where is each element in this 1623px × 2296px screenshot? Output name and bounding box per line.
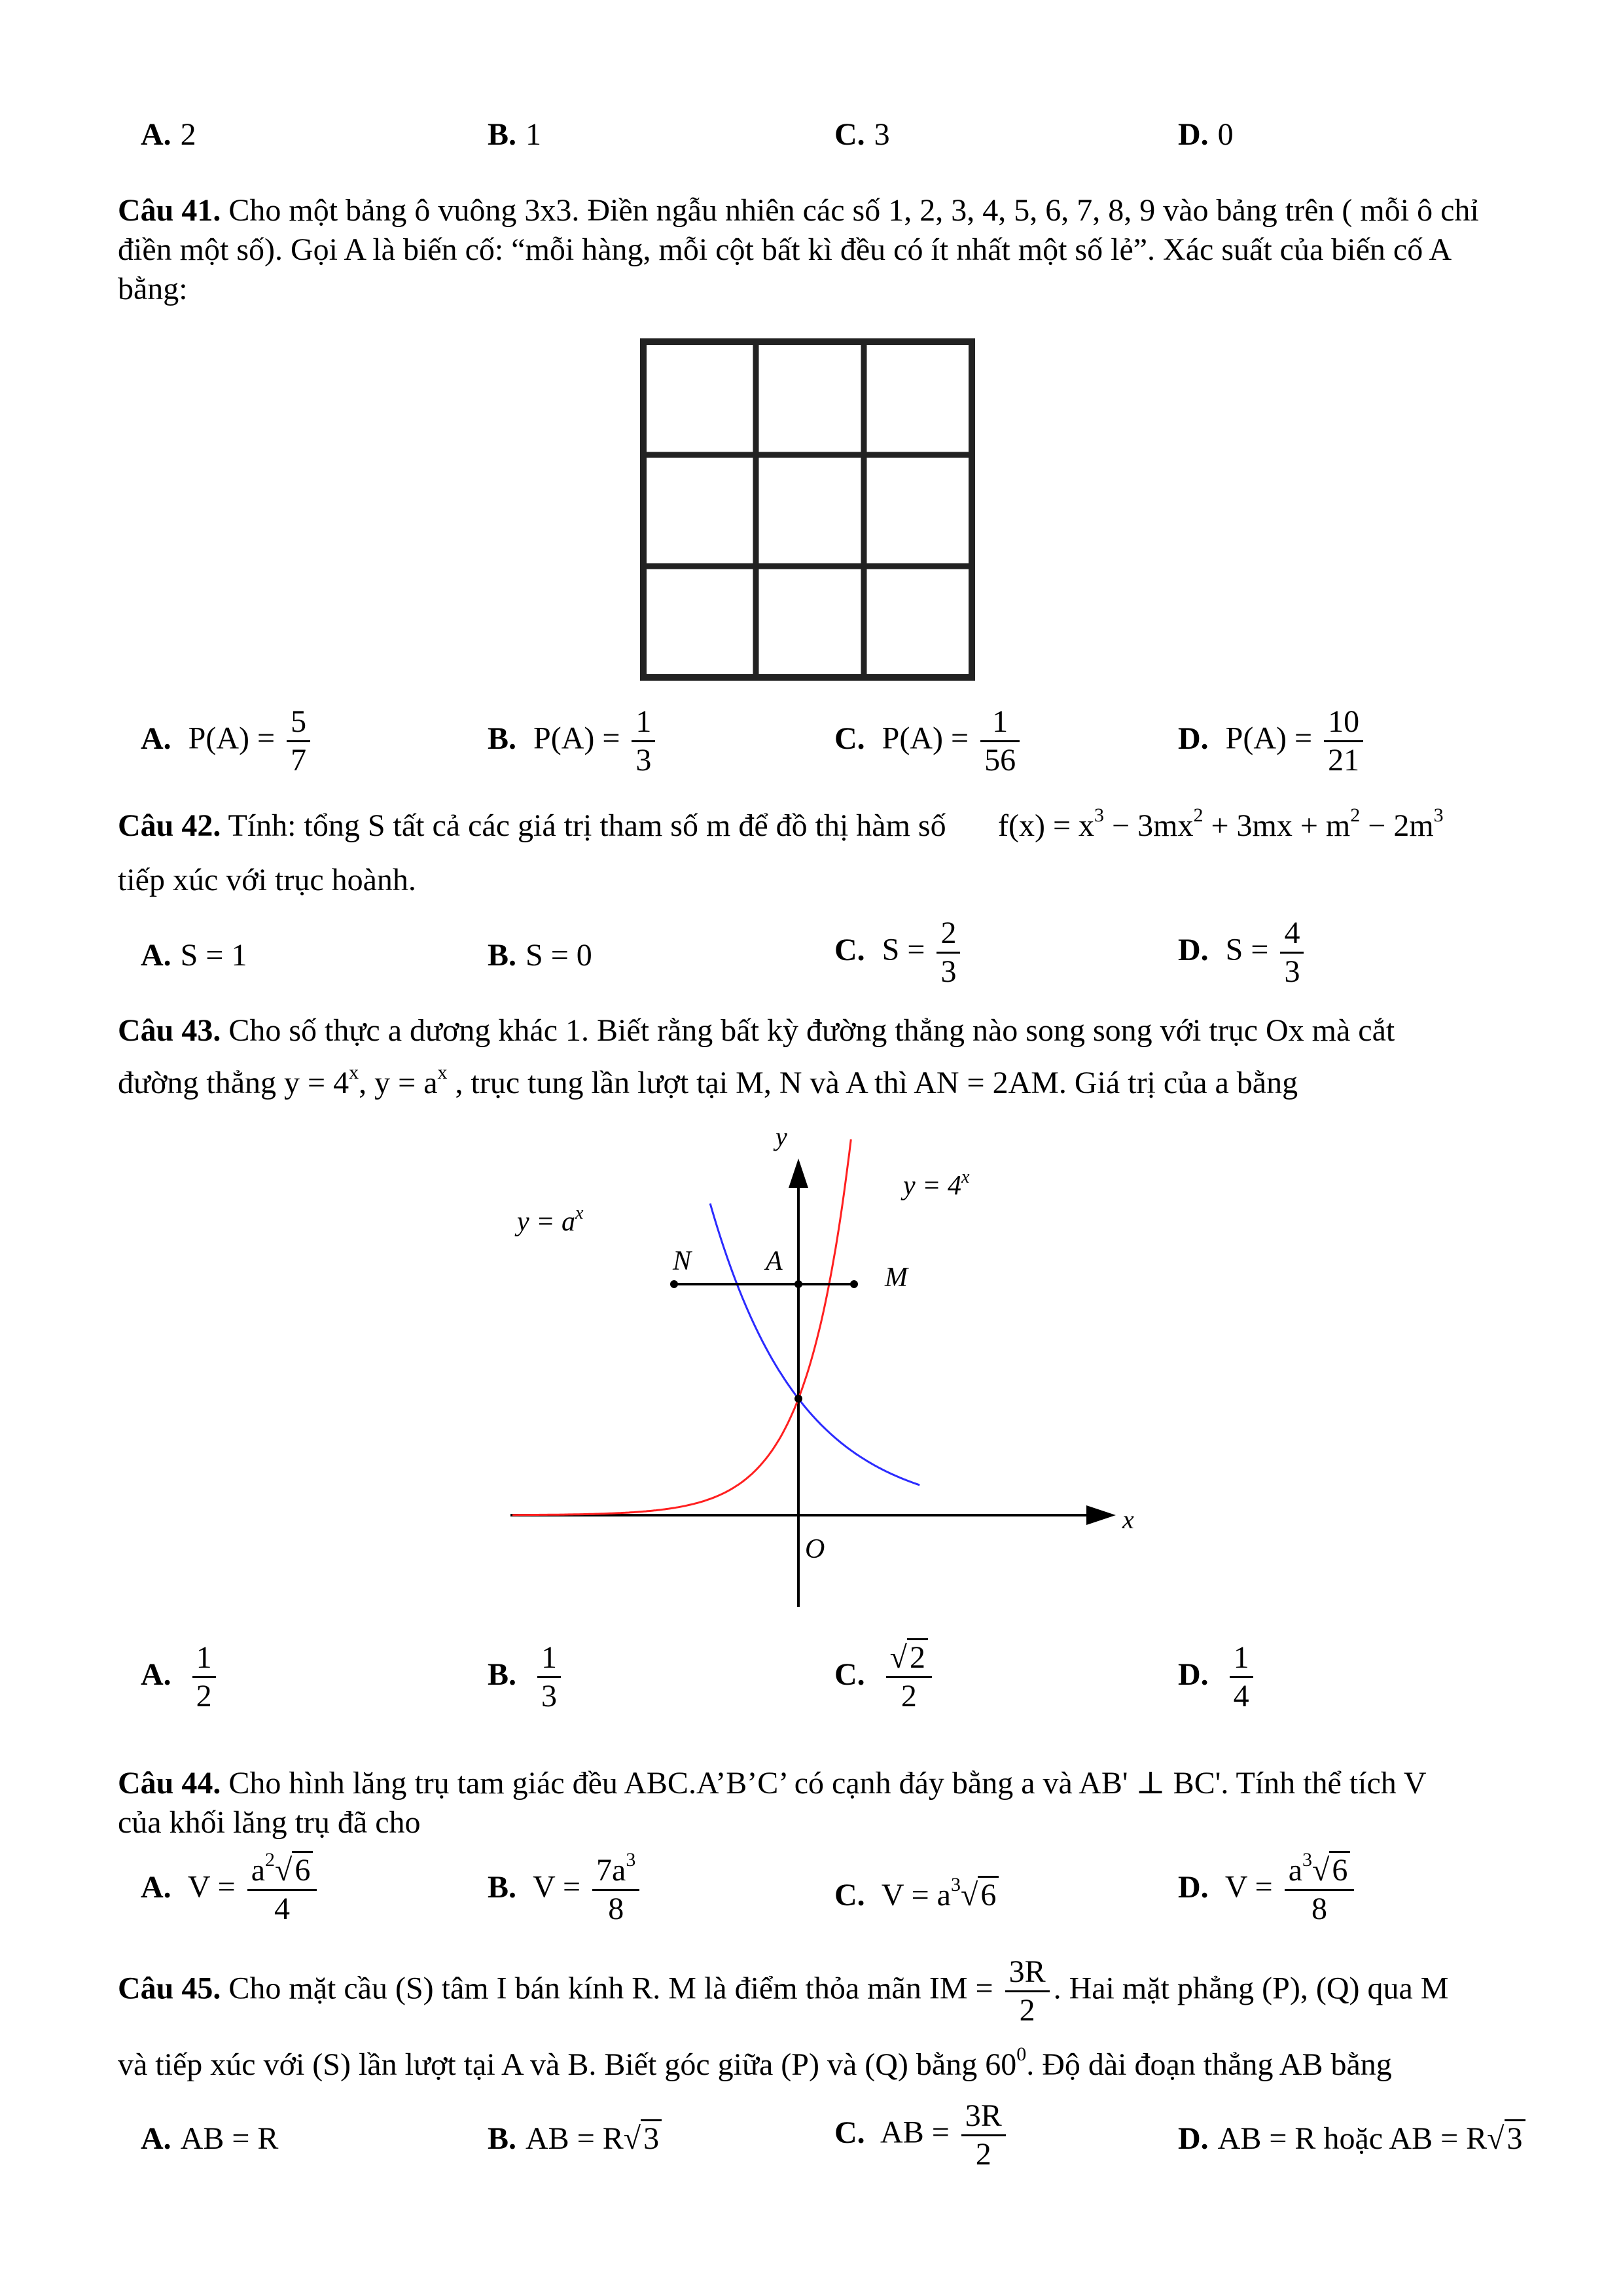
option-label: D. xyxy=(1178,1657,1209,1692)
num-exp: 2 xyxy=(265,1849,275,1871)
question-body: Cho hình lăng trụ tam giác đều ABC.A’B’C’ có cạnh đáy bằng a và xyxy=(228,1766,1073,1801)
formula-part: y = 4 xyxy=(284,1066,349,1100)
numerator: 4 xyxy=(1280,915,1304,954)
q44-option-d xyxy=(1178,1849,1358,1928)
option-label: C. xyxy=(834,1657,865,1692)
option-label: B. xyxy=(488,1657,517,1692)
formula-exp: 2 xyxy=(1193,804,1204,826)
option-label: C. xyxy=(834,932,865,967)
option-value: 2 xyxy=(180,117,196,152)
radicand: 6 xyxy=(1329,1851,1350,1888)
q44-line1 xyxy=(118,1764,1427,1803)
option-label: B. xyxy=(488,1869,517,1905)
option-lhs: S = xyxy=(882,932,925,967)
fraction xyxy=(632,704,655,779)
point-n xyxy=(670,1280,678,1288)
option-label: D. xyxy=(1178,932,1209,967)
question-body: Tính: tổng S tất cả các giá trị tham số m để đồ thị hàm số xyxy=(228,808,946,843)
q42-option-d xyxy=(1178,915,1308,990)
option-lhs: V = xyxy=(187,1869,236,1905)
q45-line1 xyxy=(118,1954,1448,2029)
question-body: Cho mặt cầu (S) tâm I bán kính R. M là điểm thỏa mãn xyxy=(228,1971,921,2006)
option-label: C. xyxy=(834,1878,865,1912)
q45-option-b xyxy=(488,2121,662,2157)
fraction xyxy=(1324,704,1363,779)
fraction xyxy=(592,1849,639,1928)
q45-option-d xyxy=(1178,2121,1525,2157)
numerator: 1 xyxy=(980,704,1020,742)
question-title: Câu 42. xyxy=(118,808,221,843)
option-label: A. xyxy=(141,938,171,973)
formula-part: − 3mx xyxy=(1104,808,1194,843)
question-body: đường thẳng xyxy=(118,1066,277,1100)
label-x-axis: x xyxy=(1122,1505,1134,1534)
numerator xyxy=(247,1849,317,1891)
q40-option-a xyxy=(141,117,196,152)
option-lhs: V = a xyxy=(881,1878,951,1912)
label-curve-4 xyxy=(901,1167,970,1201)
question-body: Cho số thực a dương khác 1. Biết rằng bất kỳ đường thẳng nào song song với trục Ox mà cắt xyxy=(228,1013,1395,1048)
q43-option-b xyxy=(488,1640,565,1715)
q41-grid xyxy=(635,337,995,691)
option-lhs: V = xyxy=(1224,1869,1273,1905)
option-label: A. xyxy=(141,721,171,756)
formula-exp: 3 xyxy=(1094,804,1105,826)
numerator: 1 xyxy=(537,1640,561,1678)
q45-line2 xyxy=(118,2045,1392,2085)
formula-exp: 2 xyxy=(1350,804,1361,826)
q43-line1 xyxy=(118,1011,1395,1050)
formula-exp: x xyxy=(437,1062,448,1083)
sqrt: √6 xyxy=(1312,1852,1350,1889)
option-label: B. xyxy=(488,721,517,756)
option-label: D. xyxy=(1178,2121,1209,2156)
denominator: 3 xyxy=(635,743,652,778)
formula-part: − 2m xyxy=(1360,808,1434,843)
lhs-exp: 3 xyxy=(950,1874,961,1895)
radicand: 6 xyxy=(978,1876,999,1912)
q42-line1 xyxy=(118,806,946,846)
option-value: AB = R hoặc AB = R xyxy=(1217,2121,1488,2156)
fraction xyxy=(192,1640,216,1715)
angle-base: 60 xyxy=(985,2047,1017,2082)
denominator: 3 xyxy=(1284,954,1300,989)
option-label: A. xyxy=(141,2121,171,2156)
fraction xyxy=(287,704,310,779)
fraction xyxy=(1230,1640,1253,1715)
q41-option-b xyxy=(488,704,659,779)
formula-part: , y = a xyxy=(359,1066,438,1100)
formula: AB' ⊥ BC' xyxy=(1079,1766,1221,1801)
fraction xyxy=(961,2098,1006,2173)
denominator: 2 xyxy=(901,1679,917,1713)
option-label: B. xyxy=(488,938,517,973)
numerator: 1 xyxy=(632,704,655,742)
x-axis-arrow xyxy=(1086,1505,1116,1525)
option-lhs: AB = xyxy=(880,2115,950,2150)
numerator xyxy=(886,1640,932,1678)
q40-option-c xyxy=(834,117,890,152)
numerator: 1 xyxy=(1230,1640,1253,1678)
option-value: AB = R xyxy=(526,2121,624,2156)
numerator: 1 xyxy=(192,1640,216,1678)
q41-option-c xyxy=(834,704,1024,779)
denominator: 2 xyxy=(1019,1993,1035,2028)
denominator: 7 xyxy=(291,743,307,778)
option-lhs: P(A) = xyxy=(533,721,620,756)
sqrt: √2 xyxy=(890,1640,928,1676)
numerator: 2 xyxy=(936,915,960,954)
radicand: 6 xyxy=(292,1851,313,1888)
label-a: A xyxy=(766,1246,783,1276)
q44-line2 xyxy=(118,1803,421,1842)
q42-option-c xyxy=(834,915,964,990)
num-exp: 3 xyxy=(1302,1849,1312,1871)
denominator: 21 xyxy=(1328,743,1360,778)
q42-option-b xyxy=(488,937,592,973)
fraction xyxy=(247,1849,317,1928)
option-label: D. xyxy=(1178,1869,1209,1905)
label-n: N xyxy=(673,1246,692,1276)
formula-part: f(x) = x xyxy=(998,808,1095,843)
point-m xyxy=(850,1280,858,1288)
numerator: 10 xyxy=(1324,704,1363,742)
option-label: D. xyxy=(1178,117,1209,152)
denominator: 2 xyxy=(975,2137,991,2172)
question-title: Câu 45. xyxy=(118,1971,221,2006)
question-body: và tiếp xúc với (S) lần lượt tại A và B. Biết góc giữa (P) và (Q) bằng xyxy=(118,2047,978,2082)
q40-option-b xyxy=(488,117,541,152)
denominator: 56 xyxy=(984,743,1016,778)
sqrt: √6 xyxy=(961,1877,999,1913)
option-lhs: P(A) = xyxy=(1225,721,1313,756)
num-exp: 3 xyxy=(626,1849,636,1871)
option-label: D. xyxy=(1178,721,1209,756)
denominator: 3 xyxy=(541,1679,558,1713)
numerator: 3R xyxy=(1005,1954,1050,1992)
label-curve-4-text: y = 4 xyxy=(903,1171,961,1201)
option-label: A. xyxy=(141,117,171,152)
sqrt: √3 xyxy=(624,2121,662,2157)
q42-formula xyxy=(998,806,1444,846)
label-curve-a-text: y = a xyxy=(517,1207,575,1237)
label-y-axis: y xyxy=(776,1122,787,1151)
q40-option-d xyxy=(1178,117,1234,152)
option-value: AB = R xyxy=(180,2121,279,2156)
question-body: . Tính thể tích V xyxy=(1221,1766,1427,1801)
option-value: 0 xyxy=(1217,117,1234,152)
angle-exp: 0 xyxy=(1016,2043,1027,2065)
option-lhs: P(A) = xyxy=(882,721,969,756)
fraction xyxy=(537,1640,561,1715)
point-a xyxy=(794,1280,802,1288)
formula-exp: x xyxy=(349,1062,359,1083)
option-label: C. xyxy=(834,2115,865,2150)
denominator: 4 xyxy=(274,1892,291,1926)
q43-graph xyxy=(497,1122,1145,1626)
option-label: C. xyxy=(834,117,865,152)
grid-border xyxy=(643,342,972,677)
option-label: B. xyxy=(488,117,517,152)
question-body: , trục tung lần lượt tại M, N và A thì AN = 2AM. Giá trị của a bằng xyxy=(455,1066,1298,1100)
numerator: 5 xyxy=(287,704,310,742)
denominator: 3 xyxy=(940,954,957,989)
q42-line2 xyxy=(118,861,416,900)
q45-option-a xyxy=(141,2121,278,2157)
denominator: 2 xyxy=(196,1679,212,1713)
numerator: 3R xyxy=(961,2098,1006,2136)
curve-y-4-x xyxy=(512,1139,851,1515)
q43-option-c xyxy=(834,1640,936,1715)
q41-option-a xyxy=(141,704,314,779)
fraction xyxy=(1280,915,1304,990)
option-label: C. xyxy=(834,721,865,756)
label-curve-4-exp: x xyxy=(961,1167,970,1187)
numerator xyxy=(1285,1849,1355,1891)
question-body: của khối lăng trụ đã cho xyxy=(118,1805,421,1840)
option-lhs: V = xyxy=(533,1869,581,1905)
question-body: Cho một bảng ô vuông 3x3. Điền ngẫu nhiên các số 1, 2, 3, 4, 5, 6, 7, 8, 9 vào bảng trên ( mỗi ô chỉ điền một số). Gọi A là biến cố: “mỗi hàng, mỗi cột bất kì đều có ít nhất một số lẻ”. Xác suất của biến cố A bằng: xyxy=(118,193,1479,306)
formula-lhs: IM = xyxy=(929,1971,993,2006)
fraction xyxy=(936,915,960,990)
radicand: 2 xyxy=(907,1638,928,1675)
denominator: 8 xyxy=(1311,1892,1328,1926)
sqrt: √6 xyxy=(275,1852,313,1889)
option-label: B. xyxy=(488,2121,517,2156)
option-label: A. xyxy=(141,1657,171,1692)
intersection-point xyxy=(794,1395,802,1403)
q44-option-b xyxy=(488,1849,643,1928)
question-body: . Hai mặt phẳng (P), (Q) qua M xyxy=(1053,1971,1449,2006)
radicand: 3 xyxy=(1505,2119,1525,2156)
num-base: 7a xyxy=(596,1853,626,1888)
option-value: S = 0 xyxy=(526,938,592,973)
q42-option-a xyxy=(141,937,247,973)
formula-part: + 3mx + m xyxy=(1203,808,1351,843)
denominator: 4 xyxy=(1233,1679,1249,1713)
label-curve-a-exp: x xyxy=(575,1203,584,1223)
fraction xyxy=(980,704,1020,779)
fraction xyxy=(1285,1849,1355,1928)
q45-option-c xyxy=(834,2098,1010,2173)
sqrt: √3 xyxy=(1487,2121,1525,2157)
option-lhs: P(A) = xyxy=(188,721,276,756)
option-lhs: S = xyxy=(1225,932,1269,967)
q43-option-d xyxy=(1178,1640,1257,1715)
radicand: 3 xyxy=(641,2119,662,2156)
fraction xyxy=(1005,1954,1050,2029)
option-value: 1 xyxy=(526,117,542,152)
label-origin: O xyxy=(805,1534,825,1564)
numerator xyxy=(592,1849,639,1891)
q44-option-a xyxy=(141,1849,321,1928)
fraction xyxy=(886,1640,932,1715)
q43-line2 xyxy=(118,1064,1298,1103)
label-m: M xyxy=(885,1263,908,1293)
formula-exp: 3 xyxy=(1433,804,1444,826)
question-title: Câu 43. xyxy=(118,1013,221,1048)
q44-option-c xyxy=(834,1874,999,1913)
question-body: tiếp xúc với trục hoành. xyxy=(118,863,416,897)
question-body: . Độ dài đoạn thẳng AB bằng xyxy=(1026,2047,1392,2082)
denominator: 8 xyxy=(608,1892,624,1926)
option-value: S = 1 xyxy=(180,938,247,973)
num-base: a xyxy=(1288,1853,1302,1888)
num-base: a xyxy=(251,1853,265,1888)
question-title: Câu 41. xyxy=(118,193,221,228)
option-label: A. xyxy=(141,1869,171,1905)
question-title: Câu 44. xyxy=(118,1766,221,1801)
label-curve-a xyxy=(514,1203,584,1237)
y-axis-arrow xyxy=(789,1158,808,1188)
option-value: 3 xyxy=(874,117,890,152)
q41-text xyxy=(118,191,1512,309)
q41-option-d xyxy=(1178,704,1367,779)
q43-option-a xyxy=(141,1640,220,1715)
